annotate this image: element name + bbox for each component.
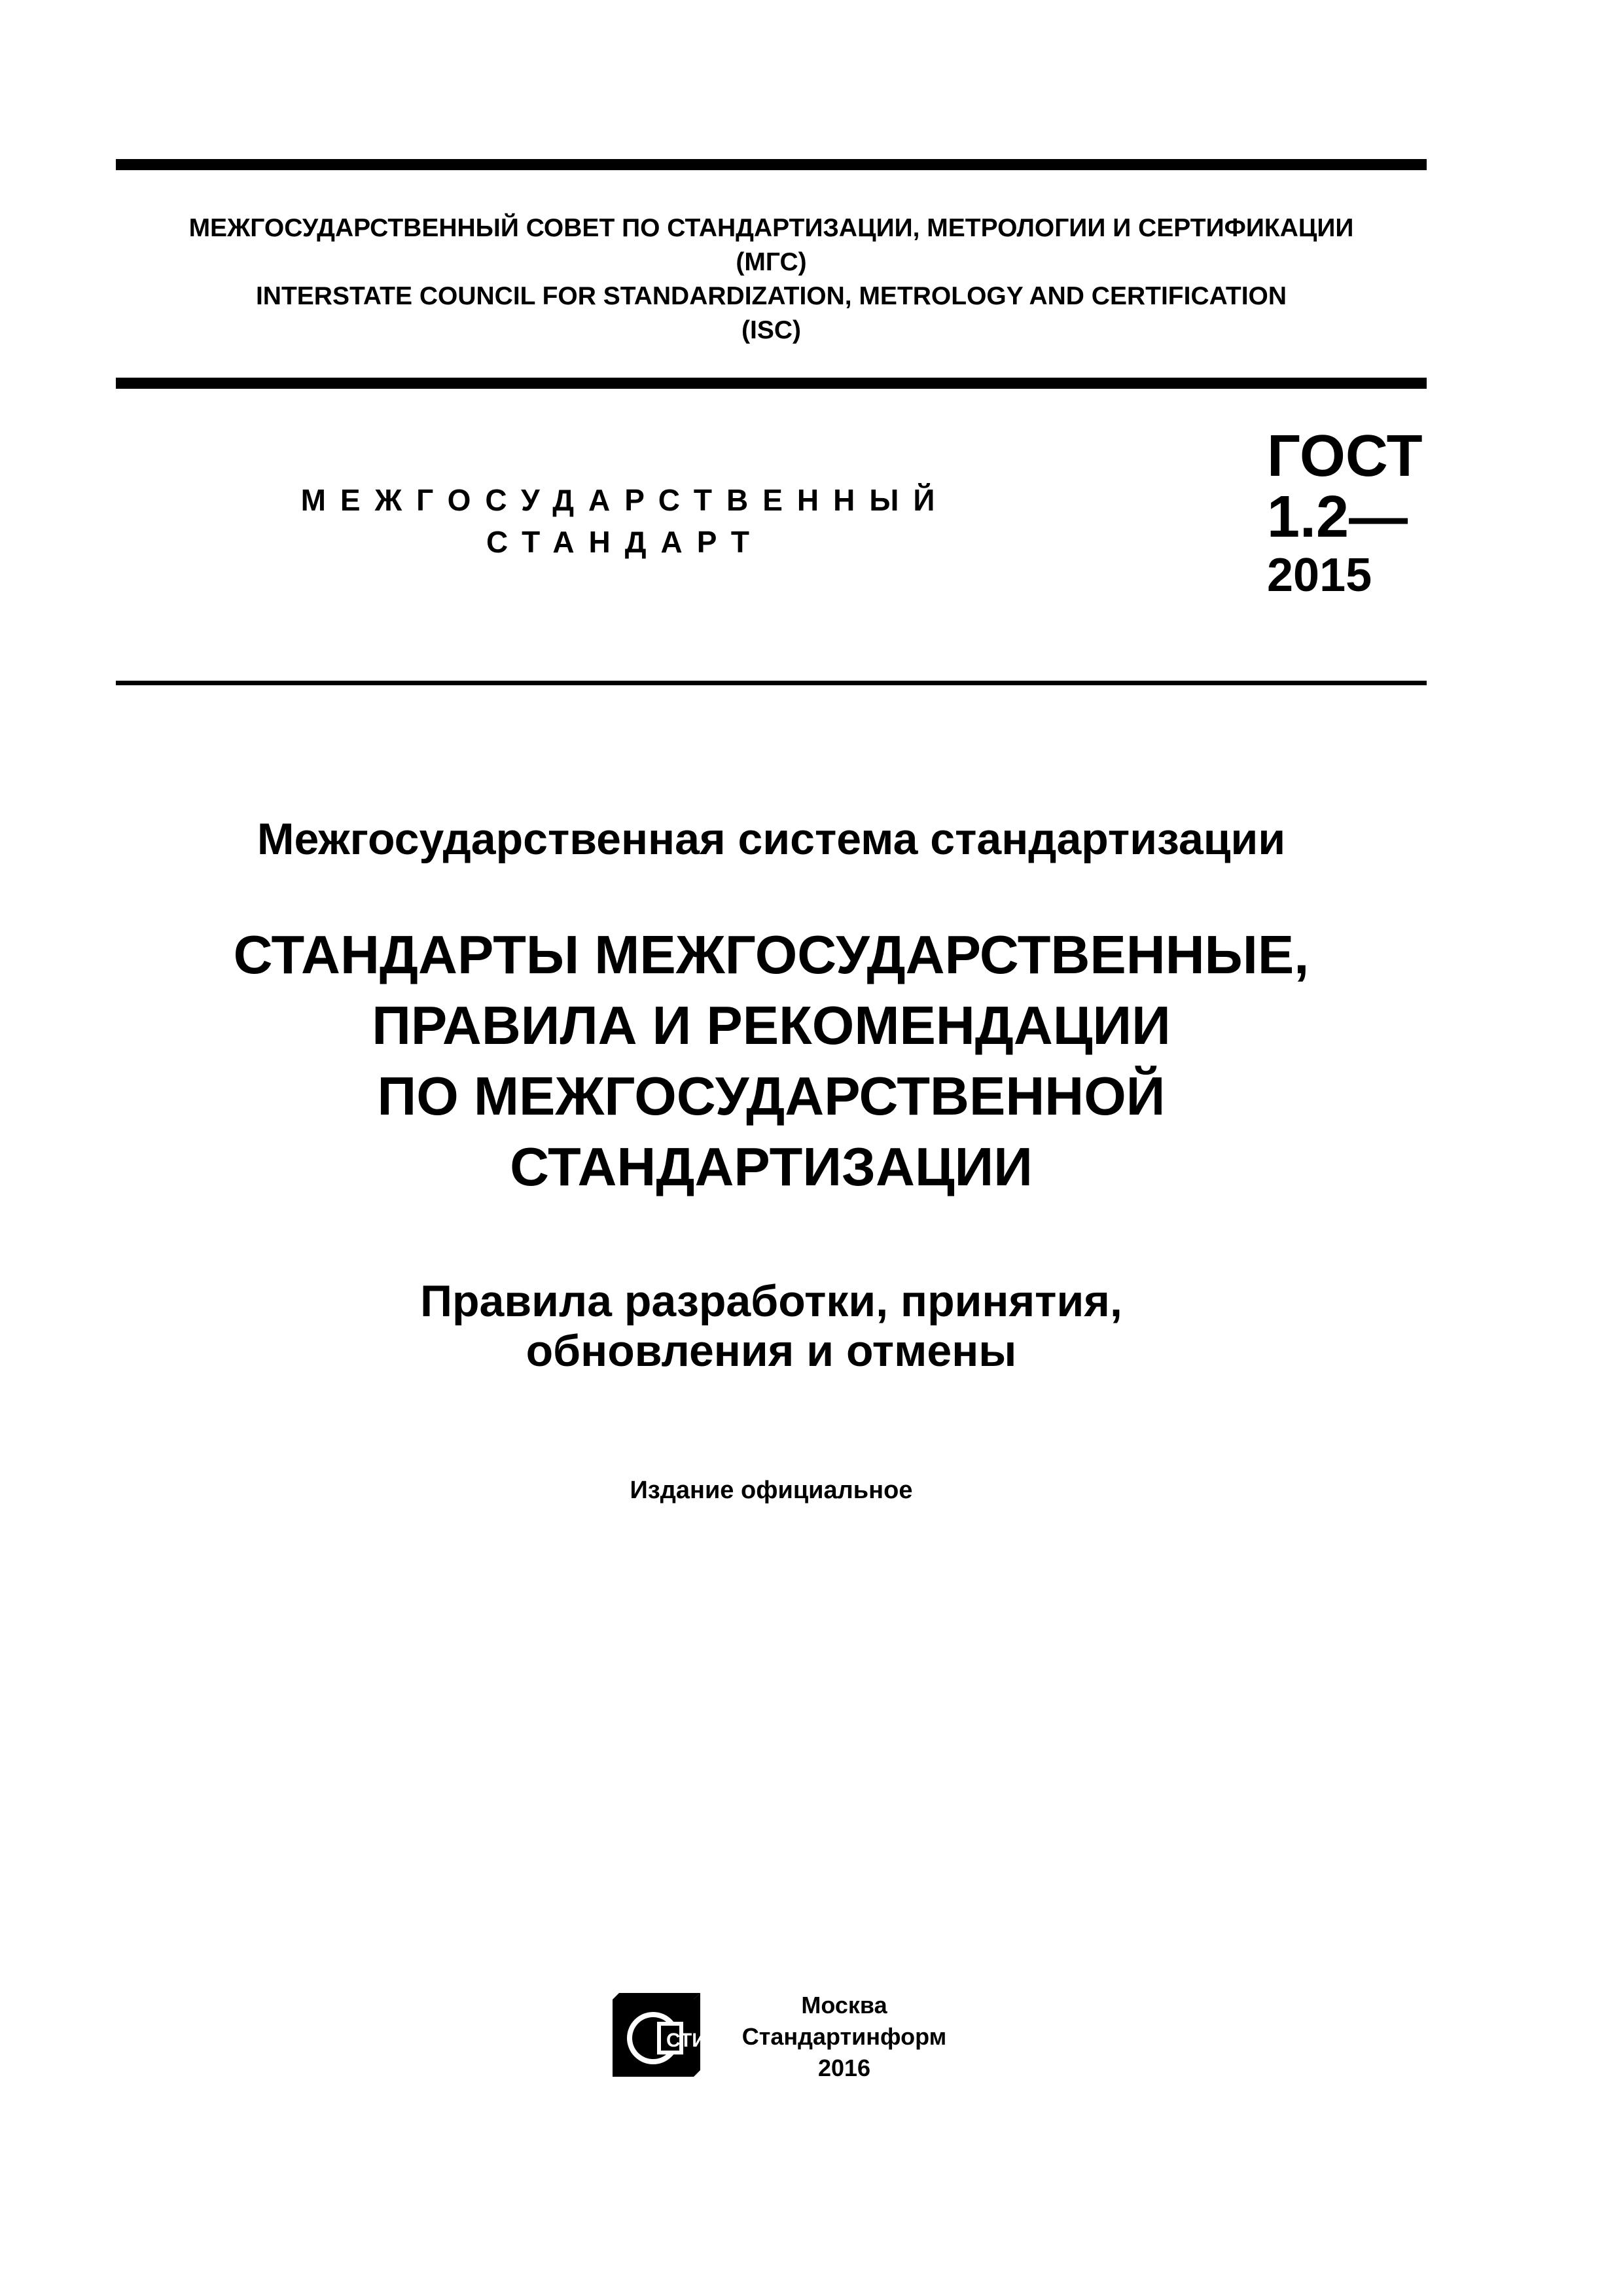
gost-prefix: ГОСТ (1267, 423, 1423, 489)
subtitle (116, 1276, 1427, 1376)
main-title-line: СТАНДАРТИЗАЦИИ (510, 1136, 1033, 1197)
designation-rule (116, 681, 1427, 685)
publisher-city: Москва (801, 1992, 887, 2018)
standard-type-line2: СТАНДАРТ (486, 525, 764, 559)
publisher-name: Стандартинформ (741, 2023, 947, 2050)
gost-number: 1.2— (1267, 484, 1408, 550)
main-title (116, 920, 1427, 1202)
council-abbr-ru: (МГС) (736, 248, 807, 276)
standard-type-line1: МЕЖГОСУДАРСТВЕННЫЙ (300, 483, 950, 517)
logo-graphic (611, 1990, 706, 2081)
header-bottom-rule (116, 378, 1427, 389)
main-title-line: ПО МЕЖГОСУДАРСТВЕННОЙ (377, 1066, 1166, 1126)
standartinform-logo-icon (611, 1990, 706, 2081)
council-block (116, 211, 1427, 348)
gost-designation (1267, 425, 1423, 603)
top-rule (116, 159, 1427, 170)
main-title-line: ПРАВИЛА И РЕКОМЕНДАЦИИ (372, 995, 1171, 1056)
publisher-block (726, 1990, 962, 2084)
subtitle-line: обновления и отмены (526, 1326, 1017, 1376)
standard-type (288, 479, 962, 563)
system-title: Межгосударственная система стандартизации (257, 814, 1286, 864)
publisher-year: 2016 (817, 2054, 871, 2081)
edition-label: Издание официальное (630, 1477, 913, 1504)
council-name-en: INTERSTATE COUNCIL FOR STANDARDIZATION, METROLOGY AND CERTIFICATION (255, 282, 1287, 310)
subtitle-line: Правила разработки, принятия, (420, 1276, 1122, 1326)
logo-text: СТИ (666, 2030, 706, 2051)
gost-year: 2015 (1267, 549, 1372, 601)
council-name-ru: МЕЖГОСУДАРСТВЕННЫЙ СОВЕТ ПО СТАНДАРТИЗАЦИИ, МЕТРОЛОГИИ И СЕРТИФИКАЦИИ (188, 214, 1354, 242)
council-abbr-en: (ISC) (741, 316, 801, 344)
main-title-line: СТАНДАРТЫ МЕЖГОСУДАРСТВЕННЫЕ, (233, 924, 1310, 985)
